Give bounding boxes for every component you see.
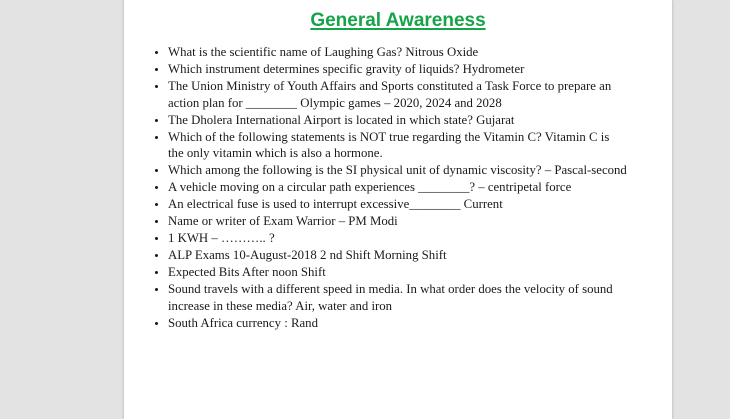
list-item: • Expected Bits After noon Shift xyxy=(168,264,628,281)
list-item: • An electrical fuse is used to interrupt excessive________ Current xyxy=(168,196,628,213)
question-list xyxy=(142,44,628,331)
list-item: • The Union Ministry of Youth Affairs and Sports constituted a Task Force to prepare an action plan for ________ Olympic games – 2020, 2024 and 2028 xyxy=(168,78,628,112)
list-item: • Which among the following is the SI physical unit of dynamic viscosity? – Pascal-second xyxy=(168,162,628,179)
list-item: • A vehicle moving on a circular path experiences ________? – centripetal force xyxy=(168,179,628,196)
list-item: • 1 KWH – ……….. ? xyxy=(168,230,628,247)
list-item: • South Africa currency : Rand xyxy=(168,315,628,332)
list-item: • The Dholera International Airport is located in which state? Gujarat xyxy=(168,112,628,129)
list-item: • Sound travels with a different speed in media. In what order does the velocity of sound increase in these media? Air, water and iron xyxy=(168,281,628,315)
list-item: • ALP Exams 10-August-2018 2 nd Shift Morning Shift xyxy=(168,247,628,264)
page-title: General Awareness xyxy=(310,10,486,31)
list-item: • What is the scientific name of Laughing Gas? Nitrous Oxide xyxy=(168,44,628,61)
document-page xyxy=(124,0,672,419)
list-item: • Which of the following statements is NOT true regarding the Vitamin C? Vitamin C is the only vitamin which is also a hormone. xyxy=(168,129,628,163)
list-item: • Which instrument determines specific gravity of liquids? Hydrometer xyxy=(168,61,628,78)
list-item: • Name or writer of Exam Warrior – PM Modi xyxy=(168,213,628,230)
